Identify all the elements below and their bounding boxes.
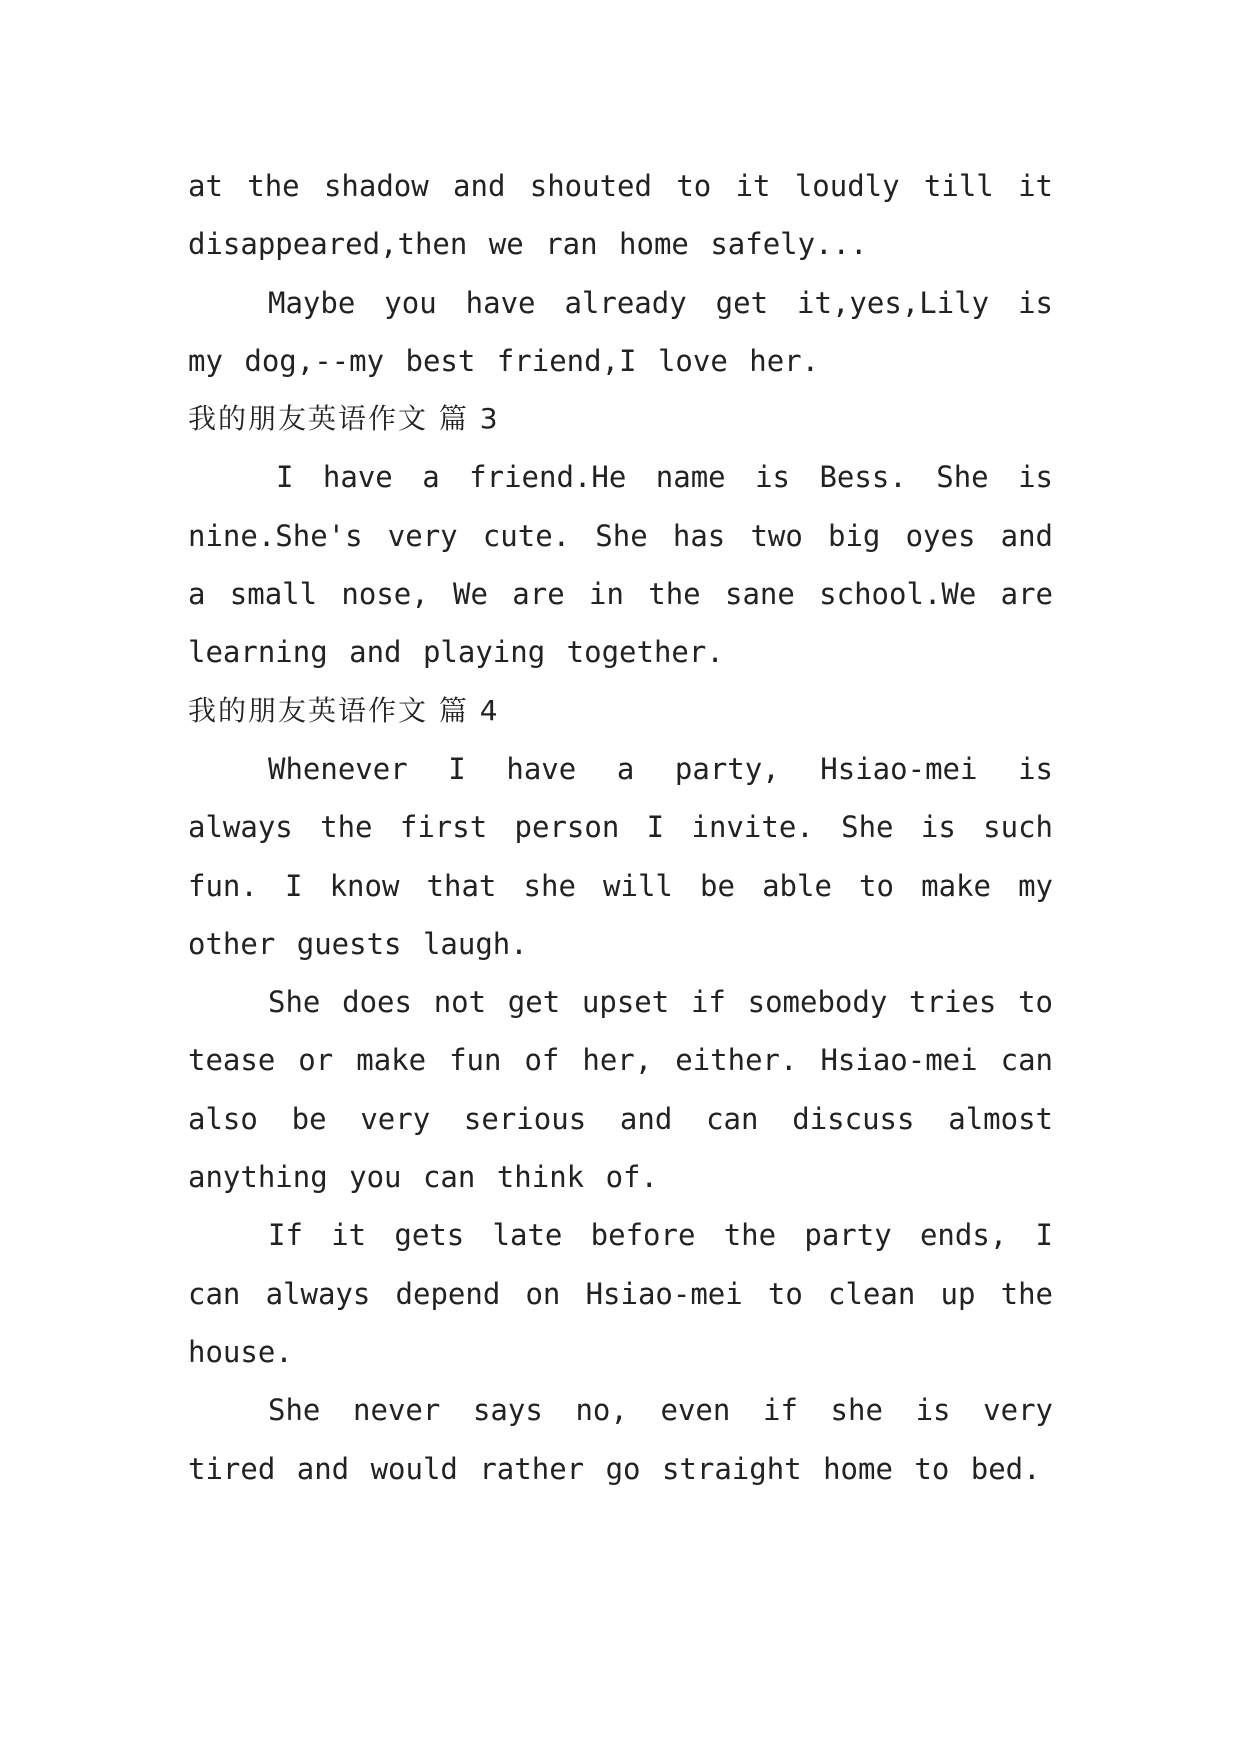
section-4-heading: 我的朋友英语作文 篇 4 xyxy=(188,693,500,727)
document-body xyxy=(188,157,1053,1498)
paragraph-lily: Maybe you have already get it,yes,Lily is my dog,--my best friend,I love her. xyxy=(188,285,1053,378)
paragraph-continuation: at the shadow and shouted to it loudly till it disappeared,then we ran home safely... xyxy=(188,169,1053,262)
section-4-paragraph-2: She does not get upset if somebody tries to tease or make fun of her, either. Hsiao-mei can also be very serious and can discuss almost anything you can think of. xyxy=(188,985,1053,1195)
section-3-paragraph: I have a friend.He name is Bess. She is nine.She's very cute. She has two big oyes and a small nose, We are in the sane school.We are learning and playing together. xyxy=(188,460,1053,670)
section-4-paragraph-4: She never says no, even if she is very tired and would rather go straight home to bed. xyxy=(188,1393,1053,1486)
section-4-paragraph-1: Whenever I have a party, Hsiao-mei is always the first person I invite. She is such fun. I know that she will be able to make my other guests laugh. xyxy=(188,751,1053,961)
section-4-paragraph-3: If it gets late before the party ends, I can always depend on Hsiao-mei to clean up the house. xyxy=(188,1218,1053,1369)
section-3-heading: 我的朋友英语作文 篇 3 xyxy=(188,402,500,436)
